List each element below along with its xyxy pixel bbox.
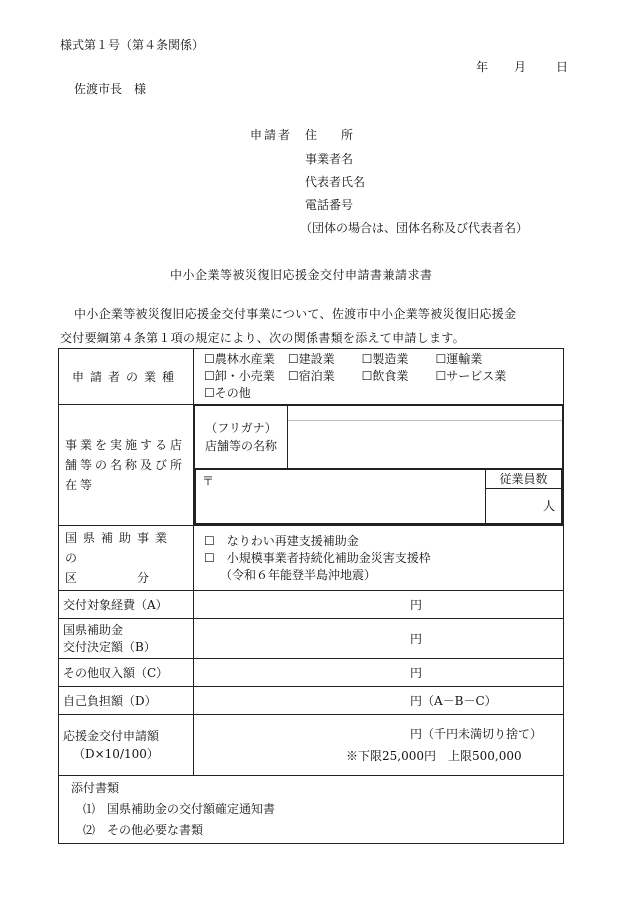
employee-cell <box>486 470 562 524</box>
date-year: 年 <box>476 60 489 74</box>
application-table <box>58 348 564 844</box>
attachment-item-2: ⑵ その他必要な書類 <box>83 823 204 837</box>
row-a-label: 交付対象経費（A） <box>59 591 194 619</box>
row-d-unit: 円（A－B－C） <box>410 693 497 708</box>
subsidy-option-note: （令和６年能登半島沖地震） <box>220 567 377 582</box>
row-b-label-line1: 国県補助金 <box>63 622 124 637</box>
row-c-label: その他収入額（C） <box>59 659 194 687</box>
addressee: 佐渡市長 様 <box>74 82 147 96</box>
row-b-label <box>59 619 194 659</box>
applicant-business-name: 事業者名 <box>305 152 354 166</box>
subsidy-option-jizokuka[interactable]: ☐ 小規模事業者持続化補助金災害支援枠 <box>204 550 431 565</box>
postal-mark: 〒 <box>202 474 215 488</box>
row-c <box>59 659 564 687</box>
row-b-unit: 円 <box>410 631 423 646</box>
row-e-value[interactable] <box>194 715 564 776</box>
industry-manufacturing[interactable]: ☐製造業 <box>361 352 409 366</box>
attachment-item-1: ⑴ 国県補助金の交付額確定通知書 <box>83 802 276 816</box>
applicant-phone: 電話番号 <box>305 198 354 212</box>
row-e-label-line2: （D×10/100） <box>73 747 159 761</box>
subsidy-label-line2: 区 分 <box>65 571 150 585</box>
attachments-cell <box>59 776 564 844</box>
subsidy-label-line1: 国県補助事業の <box>65 531 174 565</box>
row-a-value[interactable] <box>194 591 564 619</box>
row-a-unit: 円 <box>410 597 423 612</box>
store-name-field[interactable] <box>288 421 562 468</box>
intro-line-1: 中小企業等被災復旧応援金交付事業について、佐渡市中小企業等被災復旧応援金 <box>74 307 517 321</box>
industry-lodging[interactable]: ☐宿泊業 <box>287 369 335 383</box>
industry-options <box>194 349 564 405</box>
industry-other[interactable]: ☐その他 <box>204 386 251 400</box>
document-title: 中小企業等被災復旧応援金交付申請書兼請求書 <box>170 268 433 282</box>
row-b-value[interactable] <box>194 619 564 659</box>
store-name-label <box>195 406 288 469</box>
postal-field[interactable] <box>196 470 486 524</box>
employee-label: 従業員数 <box>486 470 561 489</box>
store-label: 事業を実施する店舗等の名称及び所在等 <box>59 405 194 526</box>
row-b <box>59 619 564 659</box>
subsidy-label <box>59 526 194 591</box>
date-month: 月 <box>514 60 527 74</box>
row-c-unit: 円 <box>410 665 423 680</box>
store-row <box>59 405 564 526</box>
row-e-limit: ※下限25,000円 上限500,000 <box>346 749 522 763</box>
industry-agriculture[interactable]: ☐農林水産業 <box>204 352 275 366</box>
store-name-fields <box>288 406 563 469</box>
employee-unit: 人 <box>542 499 555 513</box>
applicant-note: （団体の場合は、団体名称及び代表者名） <box>300 221 529 235</box>
industry-row <box>59 349 564 405</box>
form-number: 様式第１号（第４条関係） <box>60 38 205 52</box>
row-b-label-line2: 交付決定額（B） <box>63 639 156 654</box>
industry-label: 申請者の業種 <box>59 349 194 405</box>
row-c-value[interactable] <box>194 659 564 687</box>
date-day: 日 <box>556 60 569 74</box>
attachments-row <box>59 776 564 844</box>
address-area <box>195 469 563 525</box>
row-e <box>59 715 564 776</box>
row-a <box>59 591 564 619</box>
intro-line-2: 交付要綱第４条第１項の規定により、次の関係書類を添えて申請します。 <box>60 331 465 345</box>
store-name-caption: 店舗等の名称 <box>204 439 277 453</box>
industry-retail[interactable]: ☐卸・小売業 <box>204 369 275 383</box>
industry-construction[interactable]: ☐建設業 <box>287 352 335 366</box>
row-e-label <box>59 715 194 776</box>
row-e-unit: 円（千円未満切り捨て） <box>410 727 543 741</box>
subsidy-option-nariwai[interactable]: ☐ なりわい再建支援補助金 <box>204 533 359 548</box>
industry-food[interactable]: ☐飲食業 <box>361 369 409 383</box>
row-d-label: 自己負担額（D） <box>59 687 194 715</box>
applicant-representative: 代表者氏名 <box>305 175 366 189</box>
row-e-label-line1: 応援金交付申請額 <box>63 729 160 743</box>
furigana-label: （フリガナ） <box>205 421 277 435</box>
row-d-value[interactable] <box>194 687 564 715</box>
applicant-address: 住 所 <box>305 128 354 142</box>
applicant-label: 申請者 <box>250 128 293 142</box>
attachments-title: 添付書類 <box>71 781 120 795</box>
furigana-field[interactable] <box>288 406 562 421</box>
subsidy-options <box>194 526 564 591</box>
industry-transport[interactable]: ☐運輸業 <box>435 352 483 366</box>
store-inner <box>194 405 563 525</box>
row-d <box>59 687 564 715</box>
industry-service[interactable]: ☐サービス業 <box>435 369 507 383</box>
subsidy-row <box>59 526 564 591</box>
employee-count-field[interactable] <box>486 489 561 523</box>
store-cell <box>194 405 564 526</box>
